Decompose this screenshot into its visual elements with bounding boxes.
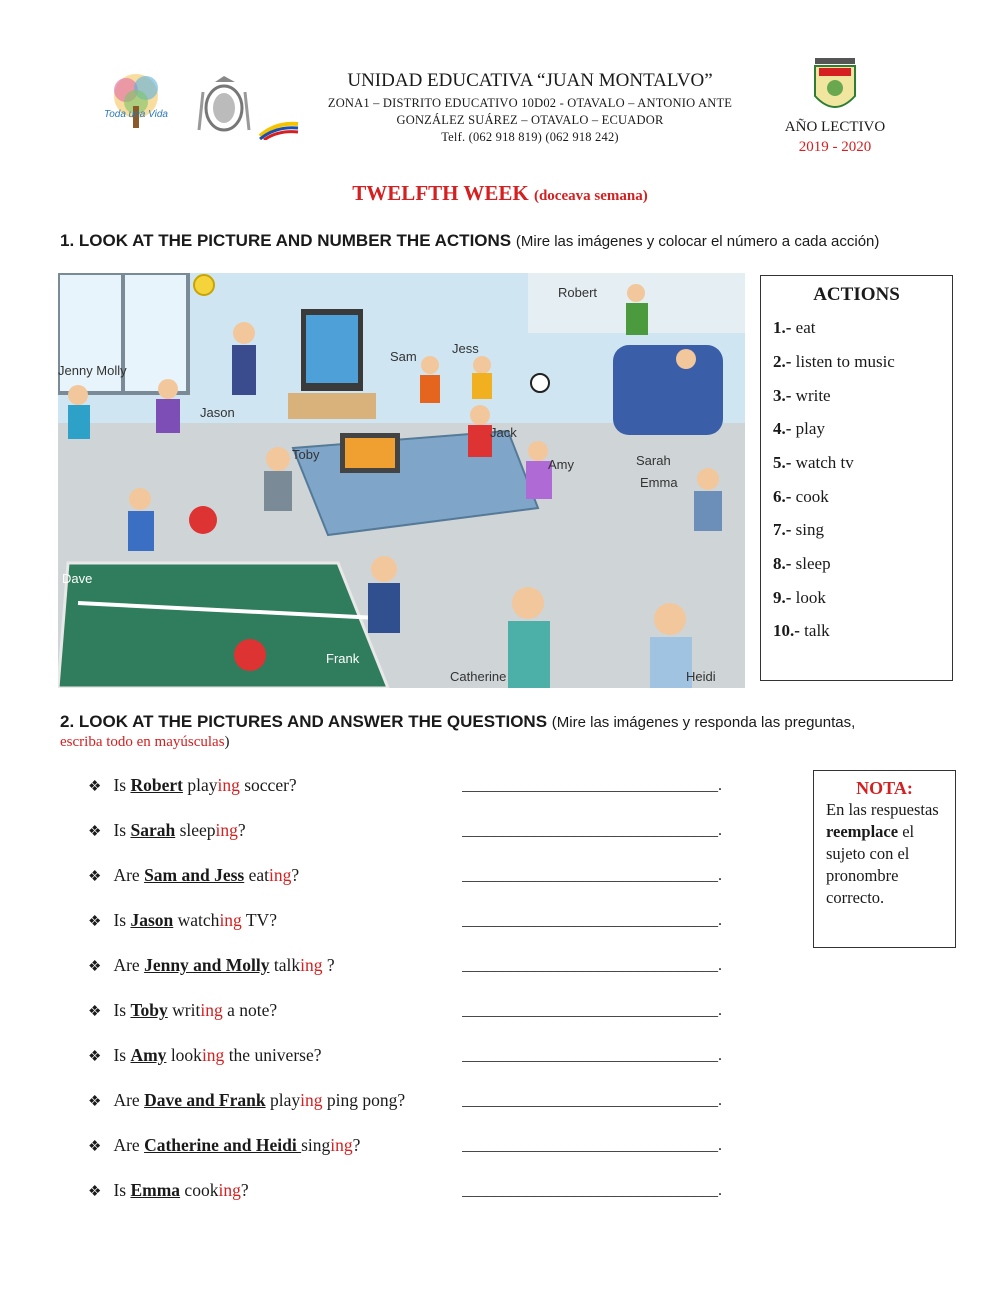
nota-box [813,770,956,948]
section2-title: 2. LOOK AT THE PICTURES AND ANSWER THE QUESTIONS [60,712,548,731]
section2-heading [60,712,960,732]
week-title [0,181,1000,206]
action-item: 5.- watch tv [773,453,854,472]
question-7: ❖ Is Amy looking the universe? [88,1045,322,1065]
question-3: ❖ Are Sam and Jess eating? [88,865,300,885]
answer-line-3[interactable]: ________________________________. [462,867,722,884]
action-item: 1.- eat [773,318,816,337]
header-phone: Telf. (062 918 819) (062 918 242) [441,130,619,144]
action-item: 7.- sing [773,520,825,539]
logo-toda-una-vida [100,70,172,140]
week-title-subtitle: (doceava semana) [533,188,648,204]
answer-line-1[interactable]: ________________________________. [462,777,722,794]
label-jenny-molly: Jenny Molly [58,363,127,378]
question-6: ❖ Is Toby writing a note? [88,1000,278,1020]
year-label: AÑO LECTIVO [784,119,886,135]
action-item: 9.- look [773,588,826,607]
section1-title: 1. LOOK AT THE PICTURE AND NUMBER THE ACTIONS [60,231,512,250]
question-9: ❖ Are Catherine and Heidi singing? [88,1135,361,1155]
section2-note-line2 [60,734,230,751]
section2-note: (Mire las imágenes y responda las preguntas, [551,714,856,731]
actions-title: ACTIONS [813,284,900,305]
label-catherine: Catherine [450,669,507,684]
actions-box [760,275,953,681]
nota-title: NOTA: [856,778,913,798]
label-frank: Frank [326,651,360,666]
answer-line-7[interactable]: ________________________________. [462,1047,722,1064]
action-item: 4.- play [773,419,825,438]
school-name: UNIDAD EDUCATIVA “JUAN MONTALVO” [347,70,713,91]
label-heidi: Heidi [686,669,716,684]
question-2: ❖ Is Sarah sleeping? [88,820,246,840]
question-1: ❖ Is Robert playing soccer? [88,775,297,795]
label-sam: Sam [390,349,417,364]
label-emma: Emma [640,475,678,490]
question-10: ❖ Is Emma cooking? [88,1180,249,1200]
nota-text-1: En las respuestas [826,800,939,819]
nota-bold: reemplace [826,822,899,841]
action-item: 3.- write [773,386,831,405]
year-value: 2019 - 2020 [798,139,872,155]
label-robert: Robert [558,285,598,300]
section1-heading [60,231,879,251]
label-sarah: Sarah [636,453,671,468]
answer-line-8[interactable]: ________________________________. [462,1092,722,1109]
label-jack: Jack [490,425,517,440]
logo-caption: Toda una Vida [104,109,168,120]
ecuador-coat-of-arms-icon [195,72,253,140]
classroom-scene-illustration [58,273,745,688]
label-jason: Jason [200,405,235,420]
section1-note: (Mire las imágenes y colocar el número a cada acción) [515,233,880,250]
nota-text-2: el sujeto con el pronombre correcto. [826,822,915,907]
ecuador-flag-ribbon-icon [258,120,300,140]
answer-line-10[interactable]: ________________________________. [462,1182,722,1199]
question-8: ❖ Are Dave and Frank playing ping pong? [88,1090,406,1110]
answer-line-9[interactable]: ________________________________. [462,1137,722,1154]
action-item: 2.- listen to music [773,352,895,371]
action-item: 8.- sleep [773,554,831,573]
action-item: 6.- cook [773,487,829,506]
answer-line-5[interactable]: ________________________________. [462,957,722,974]
school-crest-icon [811,56,859,118]
action-item: 10.- talk [773,621,830,640]
header-address-2: GONZÁLEZ SUÁREZ – OTAVALO – ECUADOR [396,113,664,127]
question-5: ❖ Are Jenny and Molly talking ? [88,955,335,975]
label-jess: Jess [452,341,479,356]
section2-note-red: escriba todo en mayúsculas [60,734,225,750]
label-dave: Dave [62,571,93,586]
label-amy: Amy [548,457,574,472]
answer-line-6[interactable]: ________________________________. [462,1002,722,1019]
section2-note-end: ) [224,734,230,750]
answer-line-4[interactable]: ________________________________. [462,912,722,929]
answer-line-2[interactable]: ________________________________. [462,822,722,839]
label-toby: Toby [292,447,320,462]
header-address-1: ZONA1 – DISTRITO EDUCATIVO 10D02 - OTAVALO – ANTONIO ANTE [327,96,733,110]
week-title-main: TWELFTH WEEK [352,181,529,205]
question-4: ❖ Is Jason watching TV? [88,910,277,930]
